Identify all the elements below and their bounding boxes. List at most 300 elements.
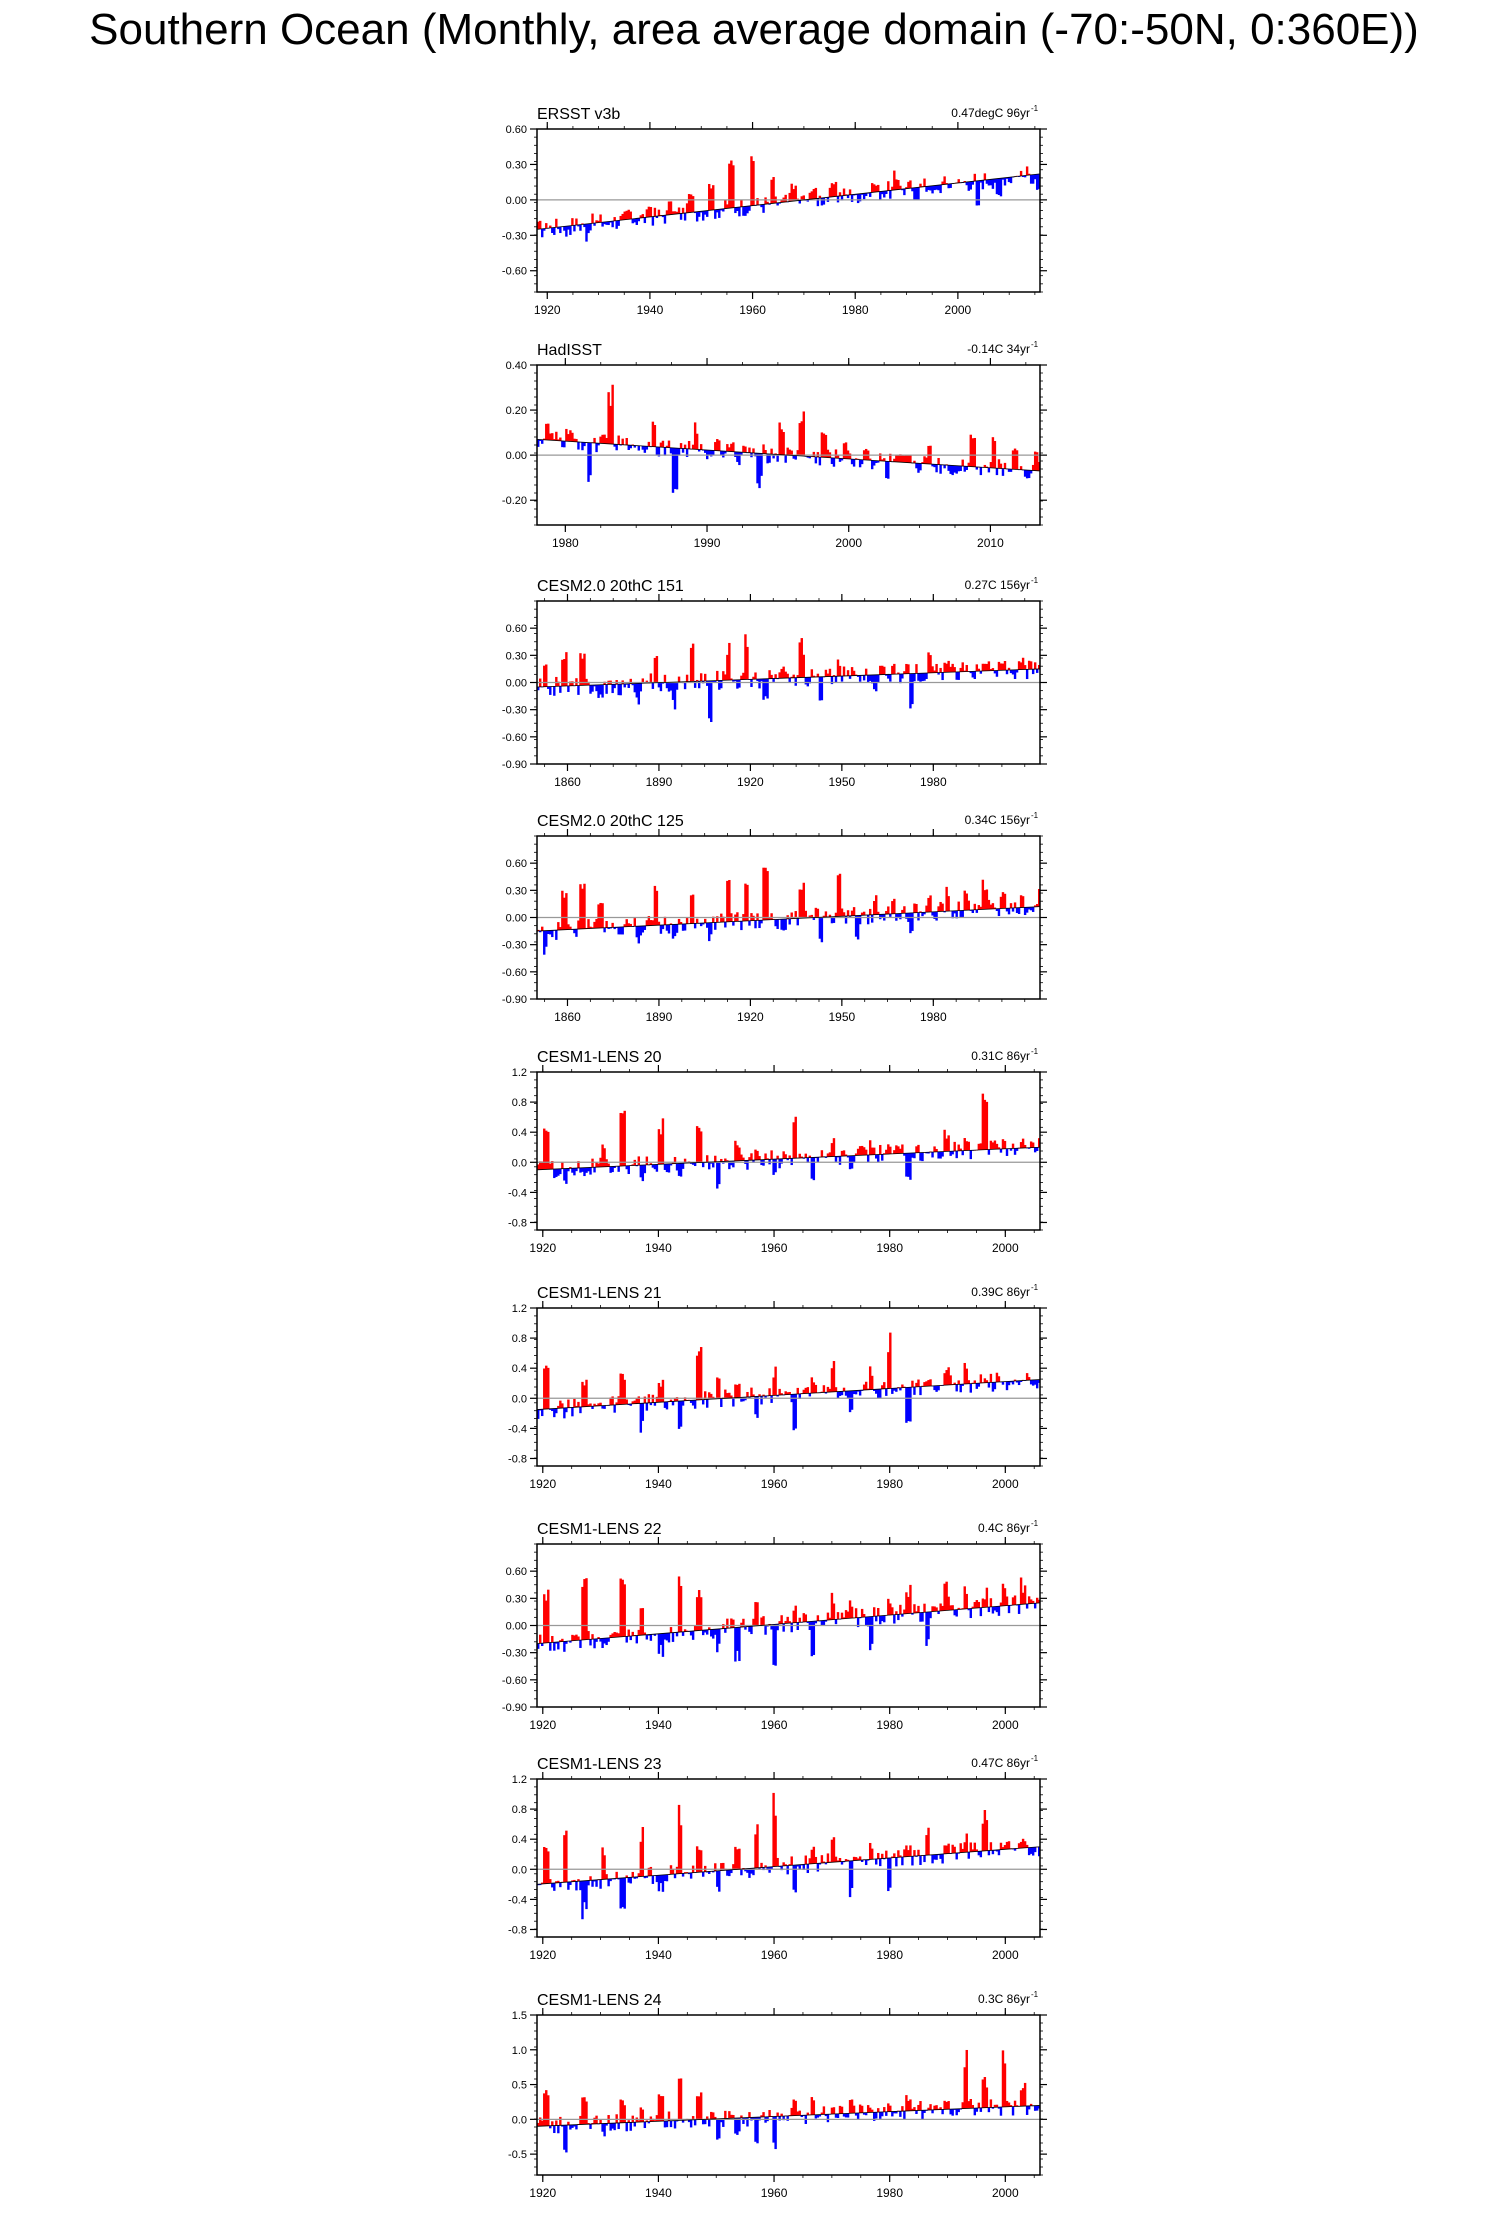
x-tick-label: 2000 <box>991 1241 1019 1255</box>
anomaly-bar <box>559 438 561 441</box>
anomaly-bar <box>889 1858 891 1888</box>
anomaly-bar <box>875 895 877 914</box>
anomaly-bar <box>893 1853 895 1857</box>
anomaly-bar <box>941 2109 943 2114</box>
anomaly-bar <box>694 1400 696 1409</box>
anomaly-bar <box>949 184 951 188</box>
anomaly-bar <box>972 181 974 184</box>
anomaly-bar <box>714 1156 716 1162</box>
anomaly-bar <box>666 1402 668 1410</box>
anomaly-bar <box>555 432 557 441</box>
anomaly-bar <box>988 1607 990 1612</box>
anomaly-bar <box>666 2121 668 2127</box>
y-tick-label: 0.00 <box>505 1620 527 1633</box>
anomaly-bar <box>724 1628 726 1632</box>
anomaly-bar <box>958 1380 960 1384</box>
anomaly-bar <box>825 911 827 917</box>
anomaly-bar <box>642 2110 644 2122</box>
anomaly-bar <box>970 1150 972 1159</box>
anomaly-bar <box>617 1166 619 1172</box>
anomaly-bar <box>539 221 541 229</box>
x-tick-label: 1960 <box>739 303 766 317</box>
anomaly-bar <box>929 895 931 912</box>
anomaly-bar <box>919 1856 921 1865</box>
anomaly-bar <box>823 1385 825 1392</box>
anomaly-bar <box>841 2107 843 2114</box>
anomaly-bar <box>847 910 849 916</box>
anomaly-bar <box>1034 662 1036 669</box>
anomaly-bar <box>634 918 636 926</box>
anomaly-bar <box>889 914 891 917</box>
anomaly-bar <box>966 665 968 672</box>
y-tick-label: -0.90 <box>501 1702 527 1714</box>
anomaly-bar <box>939 465 941 474</box>
anomaly-bar <box>746 647 748 680</box>
x-tick-label: 1980 <box>876 1948 904 1962</box>
anomaly-bar <box>1006 670 1008 674</box>
anomaly-bar <box>927 1828 929 1855</box>
anomaly-bar <box>662 2096 664 2121</box>
anomaly-bar <box>939 668 941 673</box>
anomaly-bar <box>813 452 815 457</box>
anomaly-bar <box>547 1851 549 1883</box>
anomaly-bar <box>793 675 795 678</box>
anomaly-bar <box>784 455 786 463</box>
x-tick-label: 1940 <box>645 1718 672 1732</box>
y-tick-label: 0.0 <box>511 1864 527 1877</box>
anomaly-bar <box>607 1638 609 1642</box>
anomaly-bar <box>740 921 742 930</box>
anomaly-bar <box>953 667 955 672</box>
y-tick-label: 1.2 <box>511 1774 527 1786</box>
anomaly-bar <box>549 1879 551 1883</box>
anomaly-bar <box>1030 661 1032 669</box>
anomaly-bar <box>1032 1143 1034 1148</box>
anomaly-bar <box>949 1375 951 1384</box>
anomaly-bar <box>545 223 547 228</box>
chart-panel-7 <box>502 1519 1047 1732</box>
anomaly-bar <box>1000 464 1002 469</box>
anomaly-bar <box>795 1394 797 1428</box>
anomaly-bar <box>748 448 750 453</box>
anomaly-bar <box>951 2109 953 2116</box>
anomaly-bar <box>575 1168 577 1171</box>
anomaly-bar <box>887 461 889 478</box>
anomaly-bar <box>807 1864 809 1873</box>
anomaly-bar <box>1010 903 1012 908</box>
anomaly-bar <box>569 226 571 235</box>
anomaly-bar <box>978 2103 980 2108</box>
anomaly-bar <box>849 676 851 679</box>
anomaly-bar <box>881 1154 883 1160</box>
anomaly-bar <box>839 192 841 196</box>
anomaly-bar <box>706 211 708 217</box>
anomaly-bar <box>1014 902 1016 907</box>
x-tick-label: 2000 <box>991 2186 1019 2200</box>
anomaly-bar <box>843 912 845 916</box>
x-tick-label: 2010 <box>977 536 1004 550</box>
anomaly-bar <box>746 885 748 921</box>
anomaly-bar <box>956 1151 958 1158</box>
anomaly-bar <box>780 1615 782 1624</box>
anomaly-bar <box>851 1861 853 1888</box>
anomaly-bar <box>603 1406 605 1409</box>
anomaly-bar <box>559 686 561 693</box>
anomaly-bar <box>911 913 913 931</box>
anomaly-bar <box>680 1825 682 1873</box>
anomaly-bar <box>756 1396 758 1418</box>
anomaly-bar <box>565 652 567 686</box>
anomaly-bar <box>935 664 937 673</box>
anomaly-bar <box>966 1594 968 1609</box>
anomaly-bar <box>795 1606 797 1623</box>
anomaly-bar <box>662 925 664 929</box>
anomaly-bar <box>770 675 772 679</box>
anomaly-bar <box>555 1408 557 1413</box>
anomaly-bar <box>539 1635 541 1644</box>
y-tick-label: 1.5 <box>511 2010 527 2022</box>
anomaly-bar <box>553 1883 555 1891</box>
anomaly-bar <box>774 1624 776 1665</box>
anomaly-bar <box>1018 908 1020 914</box>
anomaly-bar <box>889 190 891 198</box>
anomaly-bar <box>843 667 845 676</box>
anomaly-bar <box>626 1636 628 1642</box>
anomaly-bar <box>815 1857 817 1864</box>
anomaly-bar <box>919 2101 921 2110</box>
anomaly-bar <box>636 1636 638 1644</box>
y-tick-label: -0.60 <box>501 1674 527 1687</box>
anomaly-bar <box>941 1152 943 1157</box>
anomaly-bar <box>567 2122 569 2125</box>
anomaly-bar <box>718 1379 720 1399</box>
y-tick-label: 0.5 <box>511 2079 527 2092</box>
anomaly-bar <box>752 448 754 453</box>
anomaly-bar <box>881 1854 883 1859</box>
anomaly-bar <box>879 1859 881 1866</box>
anomaly-bar <box>682 208 684 213</box>
x-tick-label: 1920 <box>529 1948 557 1962</box>
anomaly-bar <box>998 909 1000 916</box>
anomaly-bar <box>702 1400 704 1405</box>
anomaly-bar <box>980 1851 982 1857</box>
anomaly-bar <box>652 683 654 689</box>
anomaly-bar <box>676 682 678 690</box>
anomaly-bar <box>780 1159 782 1164</box>
anomaly-bar <box>575 929 577 937</box>
x-tick-label: 1980 <box>919 775 947 789</box>
anomaly-bar <box>700 1131 702 1162</box>
anomaly-bar <box>968 1380 970 1384</box>
anomaly-bar <box>575 2125 577 2130</box>
anomaly-bar <box>676 924 678 933</box>
anomaly-bar <box>853 907 855 916</box>
anomaly-bar <box>962 910 964 917</box>
anomaly-bar <box>899 2111 901 2117</box>
anomaly-bar <box>732 922 734 926</box>
anomaly-bar <box>782 1624 784 1632</box>
anomaly-bar <box>774 1159 776 1172</box>
y-tick-label: 0.0 <box>511 2114 527 2127</box>
anomaly-bar <box>817 909 819 918</box>
anomaly-bar <box>851 1607 853 1618</box>
anomaly-bar <box>986 1588 988 1608</box>
anomaly-bar <box>873 1607 875 1616</box>
anomaly-bar <box>815 188 817 199</box>
anomaly-bar <box>577 1402 579 1407</box>
y-tick-label: 0.4 <box>511 1834 527 1847</box>
anomaly-bar <box>1012 908 1014 912</box>
trend-label: 0.34C 156yr <box>964 813 1030 827</box>
anomaly-bar <box>567 686 569 692</box>
anomaly-bar <box>577 442 579 450</box>
trend-unit-exponent: -1 <box>1031 104 1039 113</box>
anomaly-bar <box>935 464 937 472</box>
anomaly-bar <box>630 212 632 220</box>
anomaly-bar <box>758 1156 760 1160</box>
anomaly-bar <box>710 681 712 722</box>
anomaly-bar <box>815 457 817 464</box>
anomaly-bar <box>841 1391 843 1395</box>
anomaly-bar <box>877 675 879 683</box>
y-tick-label: 0.30 <box>505 1593 527 1606</box>
anomaly-bar <box>988 1851 990 1856</box>
y-tick-label: 0.4 <box>511 1127 527 1140</box>
anomaly-bar <box>668 441 670 448</box>
anomaly-bar <box>805 1856 807 1865</box>
x-tick-label: 1960 <box>760 1241 788 1255</box>
anomaly-bar <box>567 1400 569 1408</box>
anomaly-bar <box>630 1636 632 1640</box>
anomaly-bar <box>871 915 873 923</box>
anomaly-bar <box>988 1383 990 1388</box>
anomaly-bar <box>736 912 738 921</box>
anomaly-bar <box>1024 2083 1026 2106</box>
anomaly-bar <box>611 221 613 227</box>
anomaly-bar <box>656 656 658 683</box>
anomaly-bar <box>966 466 968 470</box>
anomaly-bar <box>1026 669 1028 679</box>
anomaly-bar <box>958 179 960 183</box>
anomaly-bar <box>1024 665 1026 669</box>
x-tick-label: 2000 <box>991 1477 1019 1491</box>
anomaly-bar <box>1016 450 1018 469</box>
anomaly-bar <box>992 1850 994 1854</box>
anomaly-bar <box>968 901 970 910</box>
anomaly-bar <box>732 442 734 451</box>
anomaly-bar <box>664 675 666 683</box>
anomaly-bar <box>622 439 624 445</box>
anomaly-bar <box>881 2112 883 2116</box>
anomaly-bar <box>974 174 976 181</box>
anomaly-bar <box>996 468 998 475</box>
anomaly-bar <box>638 1156 640 1165</box>
x-tick-label: 1920 <box>529 1241 557 1255</box>
anomaly-bar <box>1000 2107 1002 2116</box>
anomaly-bar <box>994 441 996 468</box>
anomaly-bar <box>756 913 758 920</box>
anomaly-bar <box>913 673 915 681</box>
anomaly-bar <box>762 1616 764 1625</box>
anomaly-bar <box>654 1403 656 1406</box>
trend-unit-exponent: -1 <box>1031 1990 1039 1999</box>
anomaly-bar <box>595 1639 597 1642</box>
anomaly-bar <box>1004 661 1006 670</box>
x-tick-label: 1950 <box>828 1010 856 1024</box>
anomaly-bar <box>1028 1377 1030 1380</box>
anomaly-bar <box>672 1869 674 1874</box>
anomaly-bar <box>632 1872 634 1877</box>
anomaly-bar <box>688 441 690 449</box>
x-tick-label: 1860 <box>554 1010 581 1024</box>
anomaly-bar <box>941 672 943 680</box>
anomaly-bar <box>976 2108 978 2112</box>
anomaly-bar <box>913 1387 915 1395</box>
x-tick-label: 1990 <box>693 536 721 550</box>
anomaly-bar <box>557 2125 559 2133</box>
anomaly-bar <box>682 449 684 453</box>
anomaly-bar <box>650 1634 652 1640</box>
anomaly-bar <box>545 665 547 687</box>
anomaly-bar <box>813 1157 815 1180</box>
anomaly-bar <box>931 1152 933 1157</box>
y-tick-label: 0.0 <box>511 1393 527 1406</box>
y-tick-label: -0.30 <box>501 939 527 952</box>
anomaly-bar <box>634 2122 636 2126</box>
anomaly-bar <box>877 185 879 192</box>
anomaly-bar <box>652 217 654 226</box>
anomaly-bar <box>577 1637 579 1641</box>
anomaly-bar <box>947 1844 949 1854</box>
chart-panel-9 <box>508 1990 1047 2200</box>
x-tick-label: 1980 <box>876 1718 904 1732</box>
anomaly-bar <box>640 683 642 691</box>
anomaly-bar <box>915 904 917 913</box>
anomaly-bar <box>658 922 660 925</box>
anomaly-bar <box>990 1598 992 1607</box>
anomaly-bar <box>817 1863 819 1871</box>
anomaly-bar <box>935 1607 937 1611</box>
anomaly-bar <box>589 2124 591 2129</box>
anomaly-bar <box>678 677 680 682</box>
y-tick-label: -0.30 <box>501 230 527 243</box>
anomaly-bar <box>1012 2107 1014 2116</box>
anomaly-bar <box>706 1155 708 1162</box>
anomaly-bar <box>974 671 976 679</box>
anomaly-bar <box>990 1374 992 1383</box>
anomaly-bar <box>861 460 863 464</box>
anomaly-bar <box>837 2114 839 2118</box>
chart-panel-3 <box>502 576 1047 789</box>
anomaly-bar <box>829 669 831 677</box>
anomaly-bar <box>694 923 696 928</box>
anomaly-bar <box>619 684 621 695</box>
anomaly-bar <box>1004 178 1006 186</box>
anomaly-bar <box>1004 2063 1006 2106</box>
anomaly-bar <box>541 440 543 444</box>
x-tick-label: 1980 <box>876 2186 904 2200</box>
anomaly-bar <box>978 1383 980 1387</box>
anomaly-bar <box>947 1135 949 1151</box>
anomaly-bar <box>664 215 666 223</box>
anomaly-bar <box>644 2122 646 2128</box>
x-tick-label: 1940 <box>636 303 664 317</box>
anomaly-bar <box>782 432 784 455</box>
x-tick-label: 1950 <box>828 775 856 789</box>
anomaly-bar <box>624 1878 626 1909</box>
anomaly-bar <box>642 214 644 218</box>
anomaly-bar <box>738 1849 740 1870</box>
anomaly-bar <box>646 1157 648 1165</box>
anomaly-bar <box>909 1585 911 1613</box>
anomaly-bar <box>718 209 720 218</box>
anomaly-bar <box>841 676 843 682</box>
anomaly-bar <box>656 1164 658 1171</box>
anomaly-bar <box>617 220 619 225</box>
y-tick-label: -0.60 <box>501 265 527 278</box>
anomaly-bar <box>774 2116 776 2149</box>
x-tick-label: 1860 <box>554 775 581 789</box>
anomaly-bar <box>893 1615 895 1624</box>
anomaly-bar <box>724 2111 726 2119</box>
anomaly-bar <box>644 926 646 930</box>
x-tick-label: 1920 <box>529 1718 557 1732</box>
anomaly-bar <box>666 1875 668 1882</box>
anomaly-bar <box>817 674 819 677</box>
anomaly-bars <box>537 1333 1040 1433</box>
trend-label: 0.4C 86yr <box>977 1521 1030 1535</box>
anomaly-bar <box>786 2116 788 2121</box>
anomaly-bar <box>1036 669 1038 673</box>
y-tick-label: 0.60 <box>505 858 527 871</box>
anomaly-bar <box>541 1409 543 1416</box>
anomaly-bar <box>871 1849 873 1860</box>
y-tick-label: -0.60 <box>501 966 527 979</box>
anomaly-bar <box>615 2114 617 2123</box>
y-tick-label: 1.2 <box>511 1067 527 1079</box>
anomaly-bar <box>638 1396 640 1403</box>
anomaly-bar <box>668 1633 670 1642</box>
anomaly-bar <box>756 1602 758 1625</box>
anomaly-bar <box>656 891 658 925</box>
anomaly-bar <box>561 1403 563 1408</box>
trend-line <box>537 1847 1040 1885</box>
anomaly-bar <box>795 678 797 686</box>
figure-title: Southern Ocean (Monthly, area average domain (-70:-50N, 0:360E)) <box>89 5 1419 54</box>
anomaly-bar <box>909 1845 911 1856</box>
y-tick-label: 0.40 <box>505 360 527 372</box>
anomaly-bar <box>956 1384 958 1391</box>
anomaly-bar <box>686 675 688 682</box>
anomaly-bar <box>915 664 917 673</box>
anomaly-bar <box>565 893 567 930</box>
anomaly-bar <box>978 1602 980 1608</box>
chart-panel-8 <box>508 1754 1047 1962</box>
anomaly-bar <box>873 1148 875 1155</box>
trend-unit-exponent: -1 <box>1031 1047 1039 1056</box>
anomaly-bar <box>883 2107 885 2112</box>
anomaly-bar <box>704 2119 706 2124</box>
anomaly-bar <box>871 1376 873 1390</box>
anomaly-bar <box>970 1608 972 1618</box>
anomaly-bar <box>605 921 607 928</box>
anomaly-bar <box>865 669 867 676</box>
anomaly-bar <box>726 1619 728 1629</box>
anomaly-bar <box>887 906 889 914</box>
anomaly-bar <box>754 672 756 679</box>
anomaly-bar <box>929 2104 931 2110</box>
anomaly-bar <box>877 1853 879 1859</box>
